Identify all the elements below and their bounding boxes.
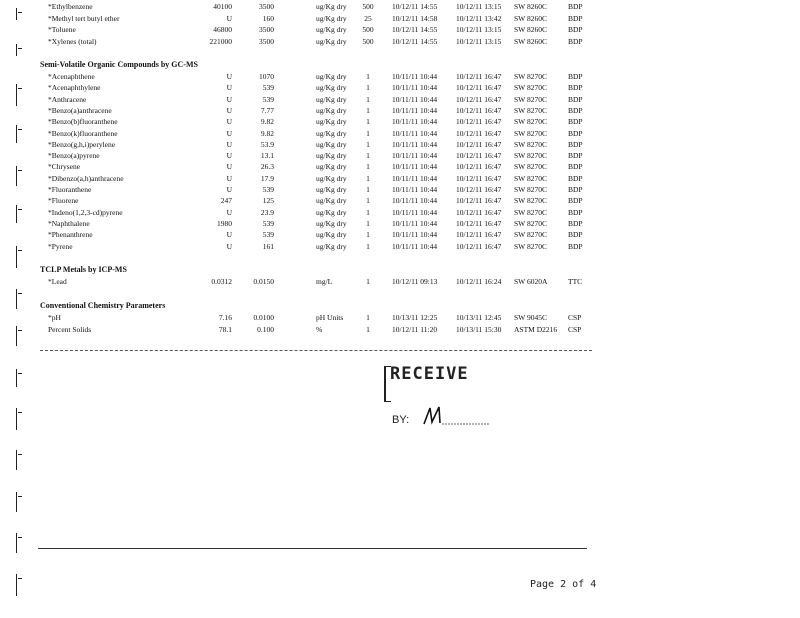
cell-df: 1 <box>366 241 370 251</box>
cell-name: *Acenaphthylene <box>48 83 101 93</box>
cell-df: 25 <box>364 13 372 23</box>
cell-analyzed: 10/13/11 12:45 <box>456 313 502 322</box>
table-row <box>0 312 800 323</box>
cell-rl: 13.1 <box>260 151 274 161</box>
cell-result: U <box>226 94 232 104</box>
cell-name: *Chrysene <box>48 162 81 172</box>
cell-analyzed: 10/12/11 16:47 <box>456 241 502 251</box>
cell-result: U <box>226 230 232 240</box>
cell-result: U <box>226 241 232 251</box>
cell-unit: ug/Kg dry <box>316 2 347 11</box>
cell-df: 1 <box>366 324 370 334</box>
cell-result: U <box>226 185 232 194</box>
cell-analyzed: 10/12/11 16:47 <box>456 139 502 149</box>
cell-rl: 161 <box>262 241 274 251</box>
cell-unit: pH Units <box>316 313 344 322</box>
cell-analyzed: 10/12/11 16:47 <box>456 72 502 81</box>
cell-name: *Benzo(b)fluoranthene <box>48 117 118 127</box>
cell-analyzed: 10/12/11 16:47 <box>456 83 502 93</box>
binding-mark <box>16 369 20 387</box>
cell-result: 0.0312 <box>211 277 232 286</box>
received-stamp <box>384 364 504 434</box>
cell-result: 46800 <box>213 25 232 34</box>
cell-prepared: 10/11/11 10:44 <box>392 185 438 194</box>
cell-analyst: BDP <box>568 218 583 228</box>
cell-prepared: 10/11/11 10:44 <box>392 83 438 93</box>
table-row <box>0 173 800 184</box>
binding-mark <box>16 574 20 596</box>
cell-rl: 3500 <box>259 36 274 46</box>
table-row <box>0 82 800 93</box>
cell-name: *Benzo(g,h,i)perylene <box>48 139 116 149</box>
cell-analyzed: 10/12/11 16:47 <box>456 128 502 138</box>
cell-analyst: BDP <box>568 117 583 127</box>
cell-prepared: 10/12/11 14:58 <box>392 13 438 23</box>
cell-method: SW 8260C <box>514 36 547 46</box>
table-row <box>0 150 800 161</box>
cell-analyst: BDP <box>568 207 583 217</box>
signature <box>412 404 492 428</box>
cell-name: *Xylenes (total) <box>48 36 97 46</box>
cell-method: SW 8270C <box>514 207 547 217</box>
footer-rule <box>38 548 587 549</box>
cell-method: SW 8270C <box>514 185 547 194</box>
cell-rl: 125 <box>262 196 274 206</box>
stamp-received-text: RECEIVE <box>390 364 469 384</box>
cell-prepared: 10/11/11 10:44 <box>392 105 438 115</box>
cell-unit: ug/Kg dry <box>316 185 347 194</box>
cell-analyst: TTC <box>568 277 583 286</box>
cell-method: SW 8270C <box>514 128 547 138</box>
binding-mark <box>16 533 20 553</box>
cell-result: U <box>226 83 232 93</box>
cell-name: *Fluorene <box>48 196 79 206</box>
page-number: Page 2 of 4 <box>530 579 597 590</box>
cell-rl: 9.82 <box>260 128 274 138</box>
cell-analyst: BDP <box>568 72 583 81</box>
cell-unit: mg/L <box>316 277 333 286</box>
cell-name: *Indeno(1,2,3-cd)pyrene <box>48 207 123 217</box>
cell-analyst: BDP <box>568 151 583 161</box>
cell-name: *Dibenzo(a,h)anthracene <box>48 173 124 183</box>
cell-result: 7.16 <box>218 313 232 322</box>
cell-rl: 17.9 <box>260 173 274 183</box>
cell-df: 1 <box>366 173 370 183</box>
table-row <box>0 36 800 47</box>
table-row <box>0 105 800 116</box>
cell-analyst: BDP <box>568 25 583 34</box>
cell-df: 1 <box>366 185 370 194</box>
cell-unit: ug/Kg dry <box>316 139 347 149</box>
cell-analyzed: 10/12/11 16:47 <box>456 207 502 217</box>
binding-mark <box>16 289 20 309</box>
cell-df: 1 <box>366 162 370 172</box>
cell-analyzed: 10/12/11 16:47 <box>456 162 502 172</box>
cell-analyzed: 10/12/11 16:47 <box>456 105 502 115</box>
cell-prepared: 10/11/11 10:44 <box>392 162 438 172</box>
table-row <box>0 229 800 240</box>
table-row <box>0 161 800 172</box>
cell-df: 1 <box>366 196 370 206</box>
cell-name: *Naphthalene <box>48 218 90 228</box>
cell-analyzed: 10/12/11 13:15 <box>456 36 502 46</box>
cell-method: SW 8270C <box>514 162 547 172</box>
table-row <box>0 116 800 127</box>
cell-unit: ug/Kg dry <box>316 25 347 34</box>
cell-result: U <box>226 151 232 161</box>
table-row <box>0 24 800 35</box>
cell-df: 1 <box>366 105 370 115</box>
table-row <box>0 128 800 139</box>
cell-unit: ug/Kg dry <box>316 94 347 104</box>
cell-prepared: 10/11/11 10:44 <box>392 207 438 217</box>
cell-name: *Acenaphthene <box>48 72 95 81</box>
cell-unit: % <box>316 324 323 334</box>
cell-rl: 539 <box>262 94 274 104</box>
cell-df: 1 <box>366 277 370 286</box>
cell-analyst: BDP <box>568 196 583 206</box>
stamp-by-label: BY: <box>392 414 410 426</box>
cell-result: U <box>226 117 232 127</box>
cell-unit: ug/Kg dry <box>316 72 347 81</box>
cell-analyst: BDP <box>568 36 583 46</box>
cell-result: U <box>226 173 232 183</box>
cell-prepared: 10/12/11 14:55 <box>392 2 438 11</box>
table-row <box>0 207 800 218</box>
cell-rl: 539 <box>262 230 274 240</box>
cell-result: U <box>226 72 232 81</box>
cell-df: 1 <box>366 313 370 322</box>
cell-analyst: BDP <box>568 13 583 23</box>
cell-result: U <box>226 139 232 149</box>
cell-analyzed: 10/12/11 13:15 <box>456 2 502 11</box>
cell-prepared: 10/12/11 11:20 <box>392 324 438 334</box>
cell-df: 1 <box>366 117 370 127</box>
cell-unit: ug/Kg dry <box>316 105 347 115</box>
cell-prepared: 10/11/11 10:44 <box>392 94 438 104</box>
cell-result: U <box>226 128 232 138</box>
cell-df: 1 <box>366 72 370 81</box>
cell-analyst: BDP <box>568 139 583 149</box>
cell-df: 1 <box>366 207 370 217</box>
cell-unit: ug/Kg dry <box>316 173 347 183</box>
cell-rl: 53.9 <box>260 139 274 149</box>
cell-name: *Benzo(a)pyrene <box>48 151 100 161</box>
binding-mark <box>16 492 20 512</box>
table-row <box>0 94 800 105</box>
cell-name: *Benzo(a)anthracene <box>48 105 112 115</box>
cell-df: 1 <box>366 94 370 104</box>
cell-rl: 3500 <box>259 25 274 34</box>
cell-method: ASTM D2216 <box>514 324 558 334</box>
cell-df: 500 <box>362 25 374 34</box>
cell-name: *Benzo(k)fluoranthene <box>48 128 118 138</box>
cell-method: SW 8260C <box>514 2 547 11</box>
cell-rl: 539 <box>262 185 274 194</box>
cell-unit: ug/Kg dry <box>316 13 347 23</box>
cell-prepared: 10/11/11 10:44 <box>392 241 438 251</box>
cell-df: 1 <box>366 230 370 240</box>
cell-method: SW 8260C <box>514 13 547 23</box>
cell-analyzed: 10/12/11 13:15 <box>456 25 502 34</box>
cell-unit: ug/Kg dry <box>316 151 347 161</box>
cell-name: *Anthracene <box>48 94 87 104</box>
cell-analyst: CSP <box>568 324 582 334</box>
conventional-section-title: Conventional Chemistry Parameters <box>40 301 166 310</box>
cell-rl: 3500 <box>259 2 274 11</box>
table-row <box>0 71 800 82</box>
cell-name: *Lead <box>48 277 67 286</box>
cell-analyzed: 10/12/11 16:47 <box>456 185 502 194</box>
cell-df: 1 <box>366 218 370 228</box>
cell-rl: 0.100 <box>257 324 274 334</box>
cell-analyzed: 10/12/11 16:47 <box>456 196 502 206</box>
cell-analyst: BDP <box>568 2 583 11</box>
cell-analyst: BDP <box>568 173 583 183</box>
cell-result: 78.1 <box>218 324 232 334</box>
cell-analyzed: 10/12/11 16:47 <box>456 230 502 240</box>
cell-unit: ug/Kg dry <box>316 162 347 172</box>
binding-mark <box>16 450 20 470</box>
cell-analyzed: 10/12/11 16:47 <box>456 117 502 127</box>
cell-df: 1 <box>366 128 370 138</box>
table-row <box>0 241 800 252</box>
cell-analyst: BDP <box>568 105 583 115</box>
cell-analyzed: 10/12/11 16:24 <box>456 277 502 286</box>
cell-prepared: 10/11/11 10:44 <box>392 139 438 149</box>
cell-analyst: CSP <box>568 313 582 322</box>
table-row <box>0 184 800 195</box>
cell-analyst: BDP <box>568 241 583 251</box>
cell-analyzed: 10/13/11 15:30 <box>456 324 502 334</box>
cell-rl: 9.82 <box>260 117 274 127</box>
cell-rl: 7.77 <box>260 105 274 115</box>
cell-analyst: BDP <box>568 83 583 93</box>
cell-method: SW 8270C <box>514 196 547 206</box>
cell-unit: ug/Kg dry <box>316 218 347 228</box>
table-row <box>0 13 800 24</box>
cell-method: SW 8270C <box>514 117 547 127</box>
cell-name: *Pyrene <box>48 241 73 251</box>
cell-df: 1 <box>366 151 370 161</box>
cell-analyzed: 10/12/11 16:47 <box>456 173 502 183</box>
cell-unit: ug/Kg dry <box>316 36 347 46</box>
cell-result: 1980 <box>217 218 232 228</box>
cell-rl: 539 <box>262 83 274 93</box>
cell-analyst: BDP <box>568 185 583 194</box>
cell-name: *Ethylbenzene <box>48 2 93 11</box>
cell-name: *Fluoranthene <box>48 185 92 194</box>
cell-result: 247 <box>220 196 232 206</box>
cell-method: SW 8270C <box>514 139 547 149</box>
cell-prepared: 10/11/11 10:44 <box>392 117 438 127</box>
cell-method: SW 8270C <box>514 105 547 115</box>
cell-unit: ug/Kg dry <box>316 128 347 138</box>
cell-analyst: BDP <box>568 230 583 240</box>
cell-method: SW 8270C <box>514 230 547 240</box>
binding-mark <box>16 408 20 430</box>
cell-df: 1 <box>366 83 370 93</box>
cell-analyst: BDP <box>568 94 583 104</box>
cell-prepared: 10/11/11 10:44 <box>392 151 438 161</box>
cell-method: SW 8270C <box>514 241 547 251</box>
cell-method: SW 6020A <box>514 277 548 286</box>
table-row <box>0 324 800 335</box>
end-of-results-line <box>40 350 592 351</box>
cell-prepared: 10/11/11 10:44 <box>392 72 438 81</box>
cell-method: SW 8270C <box>514 72 547 81</box>
cell-result: 40100 <box>213 2 232 11</box>
cell-analyzed: 10/12/11 13:42 <box>456 13 502 23</box>
cell-prepared: 10/12/11 09:13 <box>392 277 438 286</box>
cell-prepared: 10/11/11 10:44 <box>392 230 438 240</box>
metals-section-title: TCLP Metals by ICP-MS <box>40 265 127 274</box>
cell-analyzed: 10/12/11 16:47 <box>456 94 502 104</box>
cell-prepared: 10/11/11 10:44 <box>392 218 438 228</box>
cell-prepared: 10/13/11 12:25 <box>392 313 438 322</box>
table-row <box>0 195 800 206</box>
cell-analyst: BDP <box>568 128 583 138</box>
cell-prepared: 10/11/11 10:44 <box>392 173 438 183</box>
cell-result: U <box>226 13 232 23</box>
cell-df: 1 <box>366 139 370 149</box>
cell-method: SW 8270C <box>514 218 547 228</box>
cell-rl: 0.0150 <box>253 277 274 286</box>
cell-name: *Toluene <box>48 25 76 34</box>
cell-name: *Phenanthrene <box>48 230 93 240</box>
cell-unit: ug/Kg dry <box>316 83 347 93</box>
cell-name: *pH <box>48 313 61 322</box>
cell-prepared: 10/12/11 14:55 <box>392 36 438 46</box>
cell-name: *Methyl tert butyl ether <box>48 13 120 23</box>
table-row <box>0 1 800 12</box>
cell-rl: 0.0100 <box>253 313 274 322</box>
cell-prepared: 10/11/11 10:44 <box>392 196 438 206</box>
cell-analyzed: 10/12/11 16:47 <box>456 218 502 228</box>
cell-unit: ug/Kg dry <box>316 207 347 217</box>
table-row <box>0 218 800 229</box>
cell-method: SW 8270C <box>514 83 547 93</box>
table-row <box>0 139 800 150</box>
cell-analyzed: 10/12/11 16:47 <box>456 151 502 161</box>
cell-rl: 26.3 <box>260 162 274 172</box>
cell-analyst: BDP <box>568 162 583 172</box>
cell-unit: ug/Kg dry <box>316 196 347 206</box>
cell-rl: 1070 <box>259 72 274 81</box>
cell-prepared: 10/12/11 14:55 <box>392 25 438 34</box>
cell-result: U <box>226 207 232 217</box>
cell-rl: 23.9 <box>260 207 274 217</box>
cell-rl: 160 <box>262 13 274 23</box>
cell-result: 221000 <box>209 36 232 46</box>
cell-result: U <box>226 105 232 115</box>
cell-unit: ug/Kg dry <box>316 117 347 127</box>
cell-rl: 539 <box>262 218 274 228</box>
cell-df: 500 <box>362 2 374 11</box>
cell-name: Percent Solids <box>48 324 92 334</box>
cell-method: SW 8270C <box>514 94 547 104</box>
cell-method: SW 8270C <box>514 173 547 183</box>
cell-method: SW 8270C <box>514 151 547 161</box>
cell-df: 500 <box>362 36 374 46</box>
cell-unit: ug/Kg dry <box>316 230 347 240</box>
cell-prepared: 10/11/11 10:44 <box>392 128 438 138</box>
table-row <box>0 276 800 287</box>
svoc-section-title: Semi-Volatile Organic Compounds by GC-MS <box>40 60 198 69</box>
cell-method: SW 9045C <box>514 313 547 322</box>
cell-unit: ug/Kg dry <box>316 241 347 251</box>
cell-result: U <box>226 162 232 172</box>
cell-method: SW 8260C <box>514 25 547 34</box>
